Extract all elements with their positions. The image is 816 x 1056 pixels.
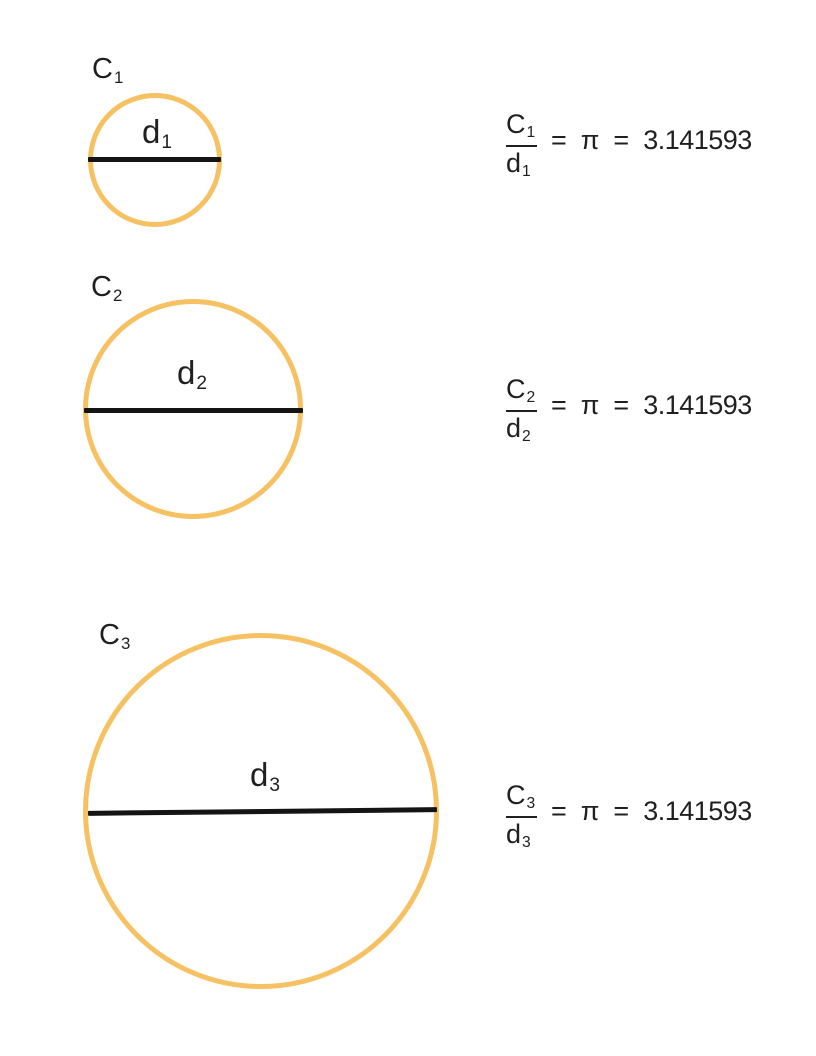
equation-3-fraction-bar: [506, 816, 537, 818]
diameter-1-label-subscript: 1: [161, 132, 172, 154]
equation-3-numerator-base: C: [506, 780, 526, 810]
equation-2-numerator: [506, 376, 535, 408]
equation-3-equals-second: =: [613, 796, 630, 826]
equation-2-fraction-bar: [506, 410, 537, 412]
equation-3-pi-symbol: π: [580, 796, 600, 826]
equation-1-pi-symbol: π: [580, 125, 600, 155]
equation-1-equals-second: =: [613, 125, 630, 155]
equation-2-pi-symbol: π: [580, 390, 600, 420]
equation-1-fraction-bar: [506, 145, 537, 147]
equation-3-denominator-subscript: 3: [522, 834, 531, 852]
circle-3-label-base: C: [99, 619, 120, 651]
equation-3-numerator-subscript: 3: [526, 795, 536, 813]
diameter-2-label-subscript: 2: [196, 373, 207, 395]
circle-1-label: [92, 53, 124, 87]
diameter-3-label-base: d: [250, 756, 269, 793]
diameter-2-line: [84, 408, 303, 413]
diameter-2-label: [177, 354, 207, 395]
diameter-1-line: [88, 157, 221, 162]
diameter-3-label: [250, 756, 280, 797]
circle-3-label: [99, 619, 131, 653]
diameter-3-label-subscript: 3: [269, 775, 280, 797]
circle-2-label-subscript: 2: [112, 285, 123, 305]
equation-3-fraction: [506, 782, 537, 853]
circle-1-label-subscript: 1: [113, 67, 124, 87]
circle-2-label: [91, 271, 123, 305]
equation-2-equals-first: =: [551, 390, 567, 420]
equation-3-pi-value: 3.141593: [643, 796, 752, 826]
circle-2-label-base: C: [91, 271, 112, 303]
equation-3: [506, 782, 752, 853]
equation-1-numerator-subscript: 1: [526, 124, 536, 142]
diameter-2-label-base: d: [177, 354, 196, 391]
equation-3-equals-first: =: [551, 796, 567, 826]
equation-1-denominator-subscript: 1: [522, 163, 531, 181]
equation-2-denominator-base: d: [506, 413, 522, 443]
equation-1-fraction: [506, 111, 537, 182]
equation-2: [506, 376, 752, 447]
equation-3-numerator: [506, 782, 535, 814]
equation-1-numerator: [506, 111, 535, 143]
equation-1-denominator-base: d: [506, 148, 522, 178]
circle-1-label-base: C: [92, 53, 113, 85]
equation-1: [506, 111, 752, 182]
equation-2-equals-second: =: [613, 390, 630, 420]
equation-1-numerator-base: C: [506, 109, 526, 139]
equation-3-denominator: [506, 821, 531, 853]
equation-1-pi-value: 3.141593: [643, 125, 752, 155]
diameter-1-label-base: d: [142, 113, 161, 150]
circle-3-label-subscript: 3: [120, 633, 131, 653]
equation-2-denominator-subscript: 2: [522, 428, 531, 446]
equation-2-numerator-subscript: 2: [526, 389, 536, 407]
equation-1-denominator: [506, 150, 531, 182]
equation-1-equals-first: =: [551, 125, 567, 155]
equation-2-numerator-base: C: [506, 374, 526, 404]
equation-2-pi-value: 3.141593: [643, 390, 752, 420]
equation-2-fraction: [506, 376, 537, 447]
equation-2-denominator: [506, 415, 531, 447]
equation-3-denominator-base: d: [506, 819, 522, 849]
diameter-1-label: [142, 113, 172, 154]
